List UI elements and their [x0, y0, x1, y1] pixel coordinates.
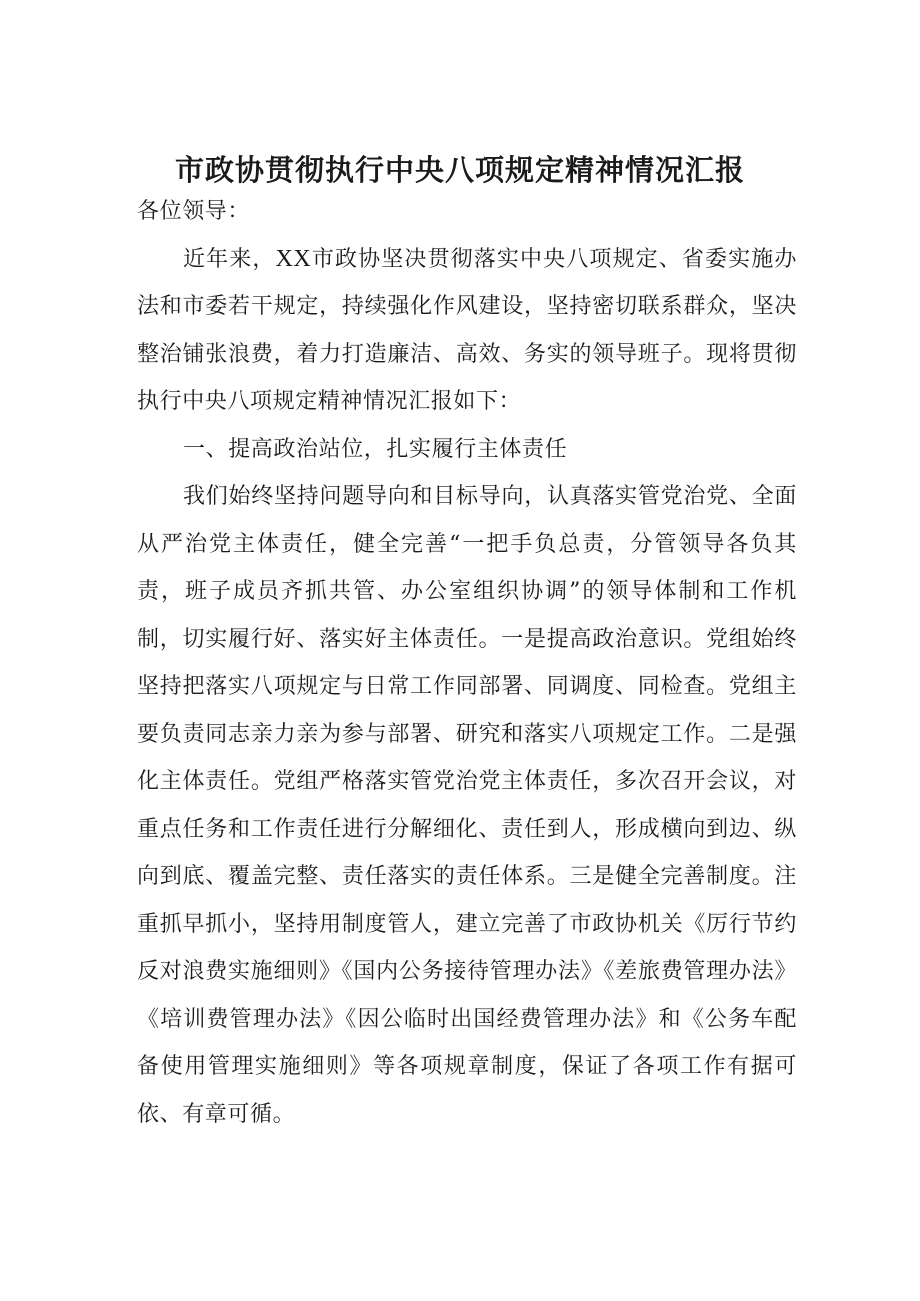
city-placeholder: XX: [275, 245, 312, 272]
document-body: [137, 188, 797, 1138]
intro-lead: 近年来，: [183, 246, 276, 272]
section-heading: 一、提高政治站位，扎实履行主体责任: [183, 436, 568, 462]
document-title: 市政协贯彻执行中央八项规定精神情况汇报: [174, 153, 745, 187]
salutation: 各位领导：: [137, 199, 251, 224]
intro-paragraph: [137, 236, 797, 426]
section-paragraph: 我们始终坚持问题导向和目标导向，认真落实管党治党、全面从严治党主体责任，健全完善“一把手负总责，分管领导各负其责，班子成员齐抓共管、办公室组织协调”的领导体制和工作机制，切实履行好、落实好主体责任。一是提高政治意识。党组始终坚持把落实八项规定与日常工作同部署、同调度、同检查。党组主要负责同志亲力亲为参与部署、研究和落实八项规定工作。二是强化主体责任。党组严格落实管党治党主体责任，多次召开会议，对重点任务和工作责任进行分解细化、责任到人，形成横向到边、纵向到底、覆盖完整、责任落实的责任体系。三是健全完善制度。注重抓早抓小，坚持用制度管人，建立完善了市政协机关《厉行节约反对浪费实施细则》《国内公务接待管理办法》《差旅费管理办法》《培训费管理办法》《因公临时出国经费管理办法》和《公务车配备使用管理实施细则》等各项规章制度，保证了各项工作有据可依、有章可循。: [137, 484, 797, 1127]
intro-rest: 市政协坚决贯彻落实中央八项规定、省委实施办法和市委若干规定，持续强化作风建设，坚持密切联系群众，坚决整治铺张浪费，着力打造廉洁、高效、务实的领导班子。现将贯彻执行中央八项规定精神情况汇报如下：: [137, 246, 797, 414]
